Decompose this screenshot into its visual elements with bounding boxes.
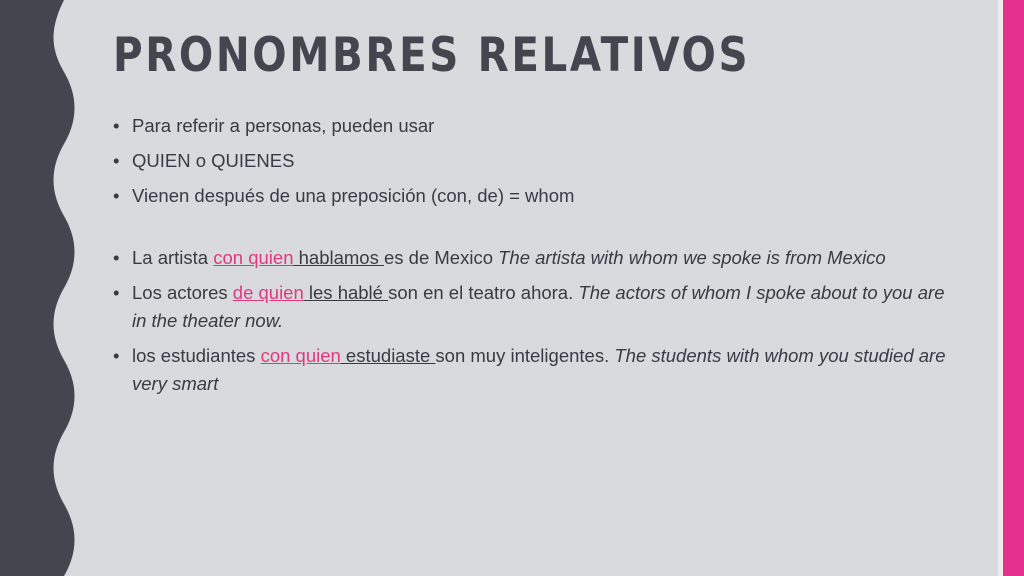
highlighted-relative-pronoun: de quien xyxy=(232,282,304,303)
english-translation: The actors of whom I spoke about to you are in the theater now. xyxy=(132,282,945,331)
bullet-item xyxy=(113,279,953,335)
bullet-dot: • xyxy=(113,115,120,136)
bullet-text-pre: La artista xyxy=(132,247,214,268)
bullet-dot: • xyxy=(113,345,120,366)
right-edge-accent-bar xyxy=(1003,0,1024,576)
highlighted-relative-pronoun: con quien xyxy=(213,247,294,268)
bullet-text: Vienen después de una preposición (con, de) = whom xyxy=(132,185,575,206)
bullet-text-pre: los estudiantes xyxy=(132,345,261,366)
underlined-verb: estudiaste xyxy=(340,345,436,366)
bullet-dot: • xyxy=(113,185,120,206)
underlined-verb: les hablé xyxy=(303,282,389,303)
highlighted-relative-pronoun: con quien xyxy=(260,345,341,366)
bullet-item xyxy=(113,244,953,272)
underlined-verb: hablamos xyxy=(293,247,384,268)
bullet-text-post: son muy inteligentes. xyxy=(435,345,615,366)
bullet-dot: • xyxy=(113,282,120,303)
bullet-item xyxy=(113,112,953,140)
bullet-dot: • xyxy=(113,150,120,171)
decorative-wave-sidebar xyxy=(0,0,80,576)
bullet-text-pre: Los actores xyxy=(132,282,233,303)
english-translation: The students with whom you studied are very smart xyxy=(132,345,946,394)
bullet-item xyxy=(113,147,953,175)
bullet-item xyxy=(113,342,953,398)
bullet-list xyxy=(113,112,953,405)
bullet-dot: • xyxy=(113,247,120,268)
bullet-item xyxy=(113,182,953,210)
bullet-text-post: son en el teatro ahora. xyxy=(388,282,579,303)
bullet-text-post: es de Mexico xyxy=(383,247,499,268)
bullet-text: Para referir a personas, pueden usar xyxy=(132,115,435,136)
bullet-text: QUIEN o QUIENES xyxy=(132,150,295,171)
english-translation: The artista with whom we spoke is from Mexico xyxy=(498,247,886,268)
slide-title: PRONOMBRES RELATIVOS xyxy=(113,28,751,83)
